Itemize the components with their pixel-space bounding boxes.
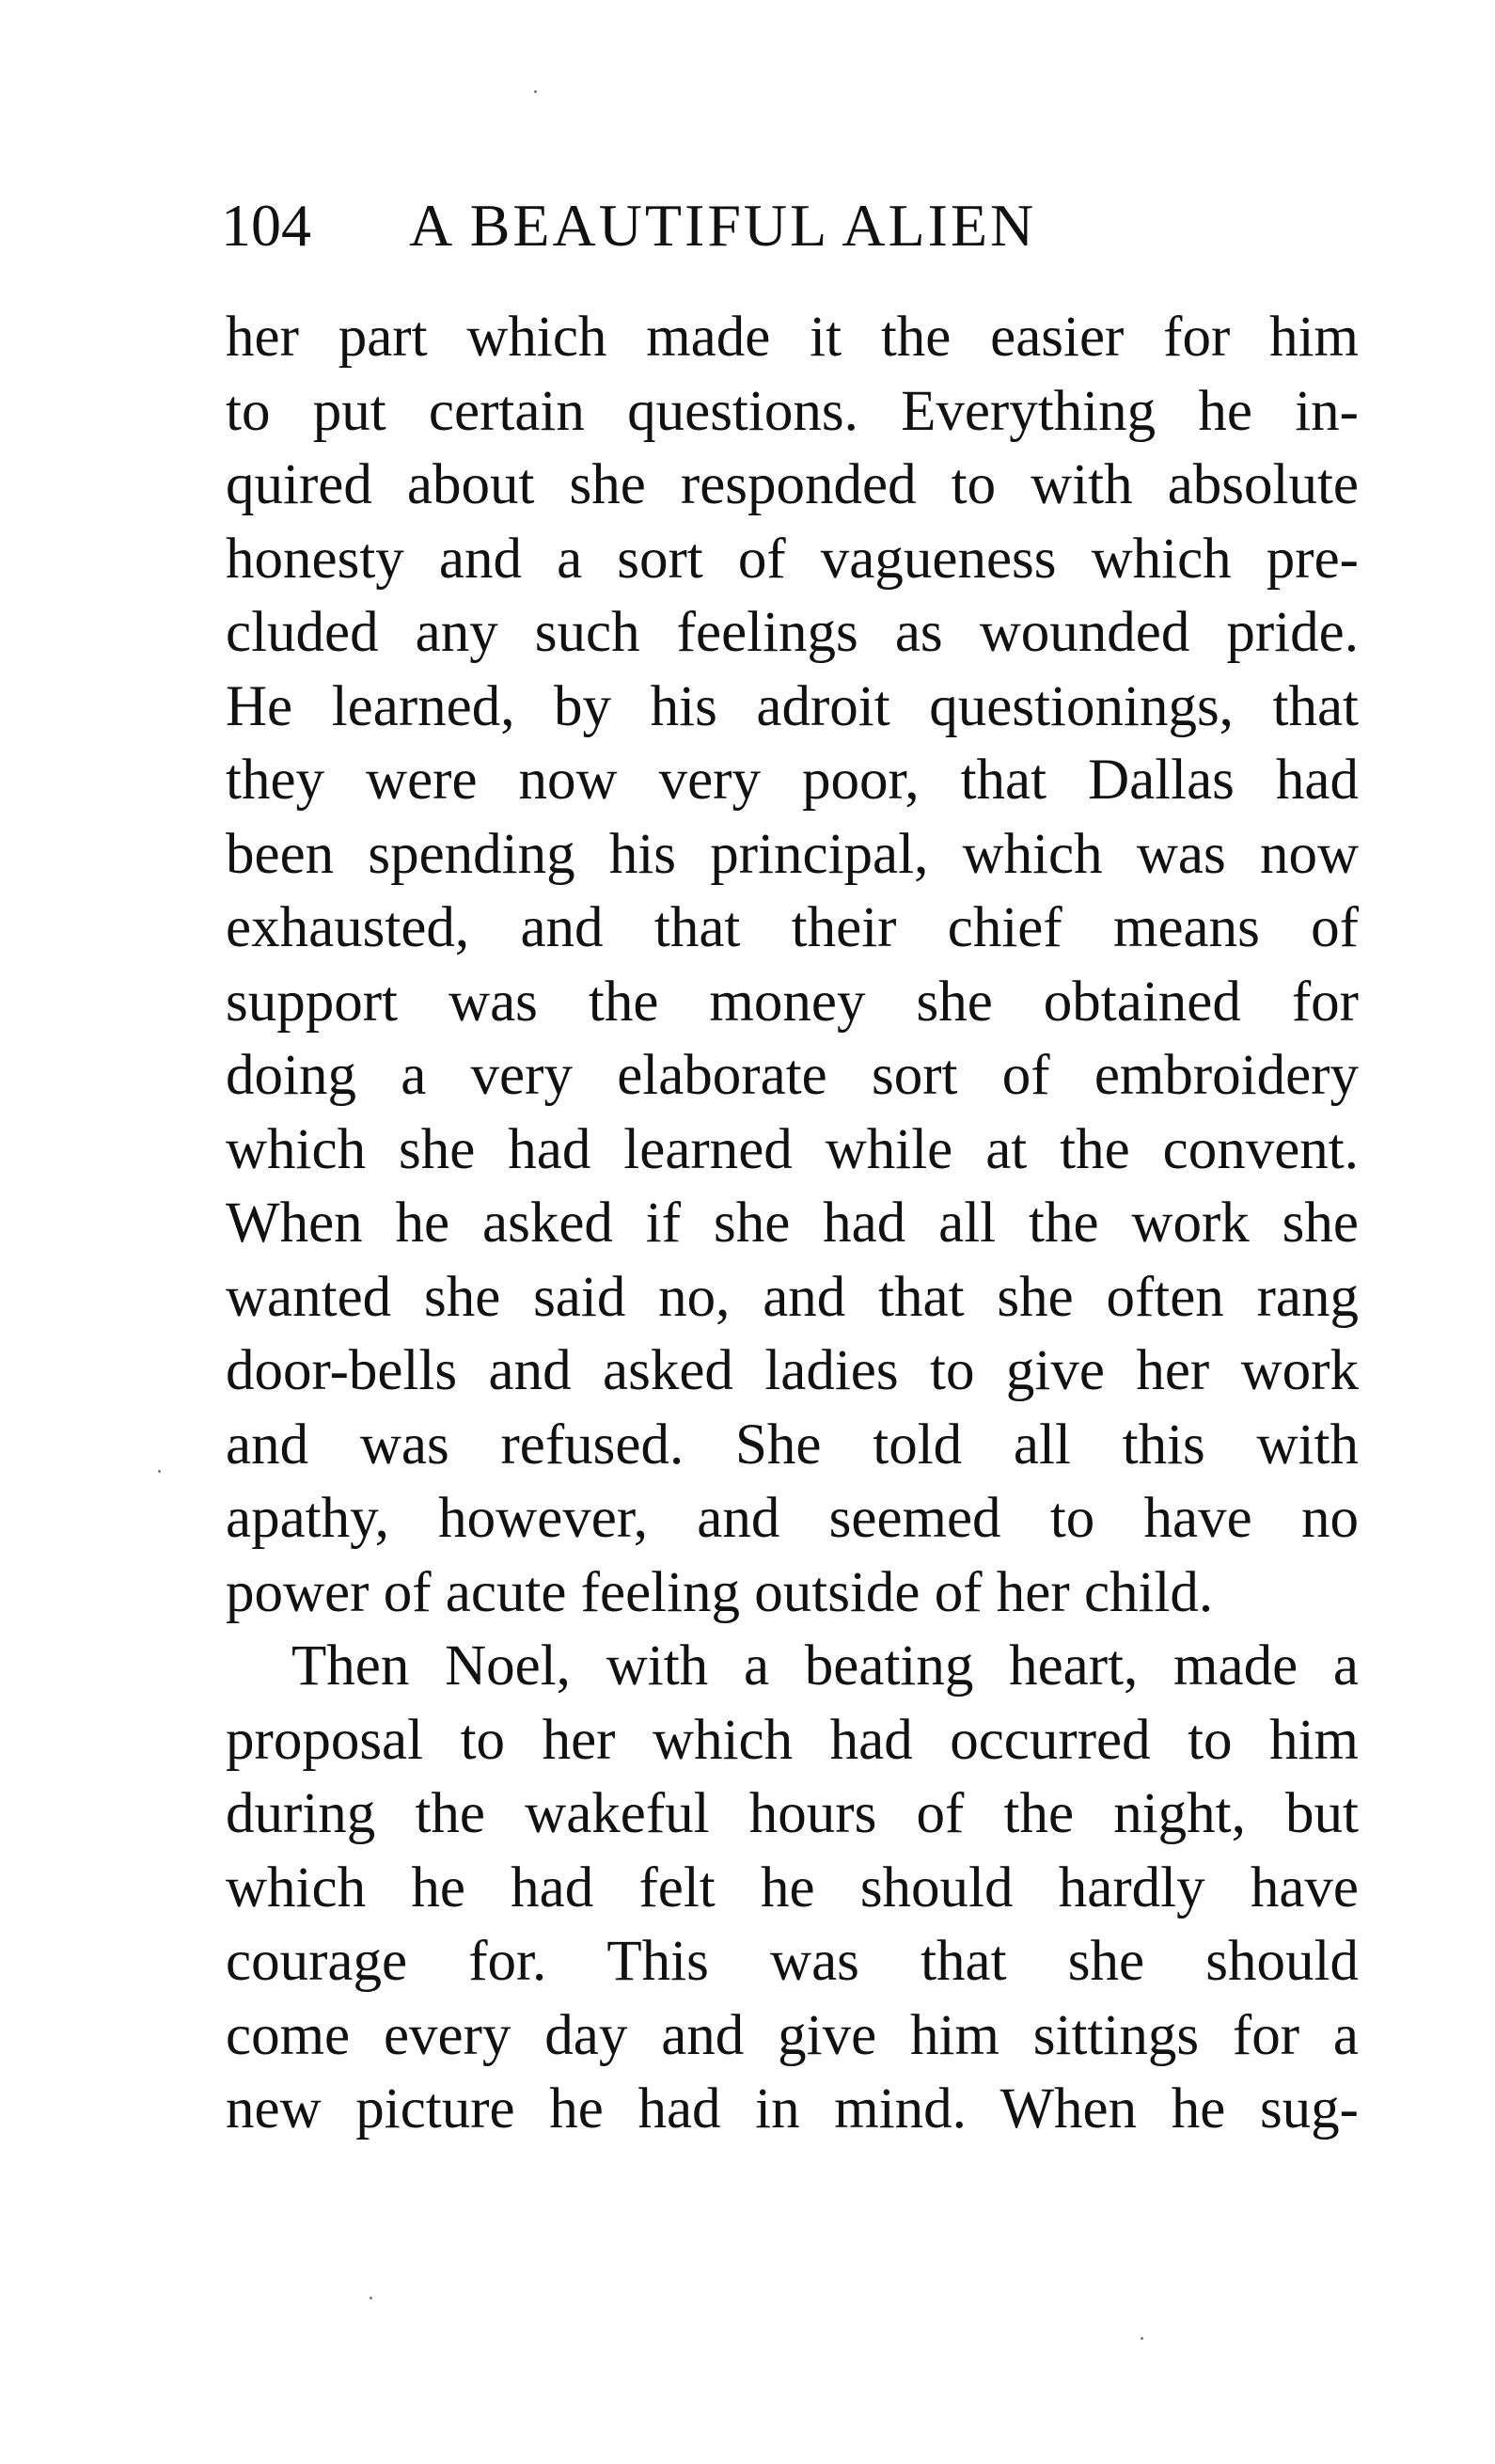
text-line: power of acute feeling outside of her child. xyxy=(226,1560,1214,1624)
text-line: her part which made it the easier for him xyxy=(226,306,1359,369)
text-line: apathy, however, and seemed to have no xyxy=(226,1487,1359,1550)
text-line: support was the money she obtained for xyxy=(226,970,1359,1034)
text-line: When he asked if she had all the work she xyxy=(226,1192,1359,1255)
print-speck xyxy=(158,1470,161,1473)
text-line: proposal to her which had occurred to him xyxy=(226,1708,1359,1772)
text-line: door-bells and asked ladies to give her work xyxy=(226,1339,1359,1402)
text-line: doing a very elaborate sort of embroidery xyxy=(226,1044,1359,1107)
text-line: new picture he had in mind. When he sug- xyxy=(226,2077,1359,2140)
page-number: 104 xyxy=(221,192,311,259)
print-speck xyxy=(534,90,537,93)
text-line: quired about she responded to with absolute xyxy=(226,453,1359,516)
text-line: honesty and a sort of vagueness which pre- xyxy=(226,527,1359,591)
text-line: cluded any such feelings as wounded pride. xyxy=(226,601,1359,664)
text-line: which she had learned while at the convent. xyxy=(226,1117,1359,1181)
text-line: courage for. This was that she should xyxy=(226,1930,1359,1993)
print-speck xyxy=(370,2297,372,2299)
text-line: to put certain questions. Everything he in- xyxy=(226,379,1359,443)
text-line: they were now very poor, that Dallas had xyxy=(226,749,1359,812)
text-line: been spending his principal, which was now xyxy=(226,822,1359,886)
print-speck xyxy=(1141,2337,1143,2340)
text-line: He learned, by his adroit questionings, that xyxy=(226,674,1359,738)
running-head xyxy=(221,188,1396,263)
text-line: come every day and give him sittings for a xyxy=(226,2003,1359,2067)
running-title: A BEAUTIFUL ALIEN xyxy=(409,192,1037,259)
paragraph-first-line: Then Noel, with a beating heart, made a xyxy=(291,1635,1359,1698)
text-line: and was refused. She told all this with xyxy=(226,1413,1359,1477)
text-line: during the wakeful hours of the night, but xyxy=(226,1782,1359,1845)
body-text xyxy=(226,301,1359,2147)
text-line: exhausted, and that their chief means of xyxy=(226,896,1359,959)
text-line: which he had felt he should hardly have xyxy=(226,1856,1359,1919)
text-line: wanted she said no, and that she often rang xyxy=(226,1265,1359,1329)
